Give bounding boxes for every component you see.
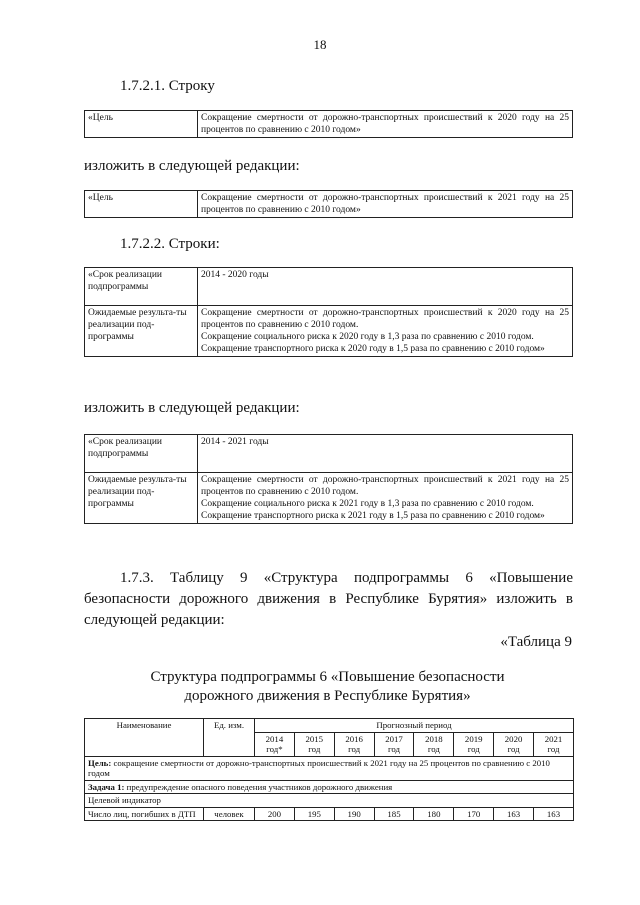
value-cell: 163 xyxy=(534,807,574,821)
table-row xyxy=(85,794,574,808)
page-number: 18 xyxy=(313,37,327,52)
year-header: 2014 год* xyxy=(255,732,295,756)
table-row xyxy=(85,191,573,218)
value-cell: 190 xyxy=(334,807,374,821)
table-row xyxy=(85,756,574,780)
year-header: 2020 год xyxy=(494,732,534,756)
value-cell: 195 xyxy=(294,807,334,821)
indicator-row: Целевой индикатор xyxy=(85,794,574,808)
table-title-line: дорожного движения в Республике Бурятия» xyxy=(184,688,471,704)
value-cell: 200 xyxy=(255,807,295,821)
goal-text: сокращение смертности от дорожно-транспортных происшествий к 2021 году на 25 процентов по сравнению с 2010 годом xyxy=(88,757,550,778)
value-cell: 180 xyxy=(414,807,454,821)
structure-table xyxy=(84,718,574,821)
year-header: 2019 год xyxy=(454,732,494,756)
new-goal-table xyxy=(84,190,573,218)
row-label: «Цель xyxy=(85,191,198,218)
result-line: Сокращение социального риска к 2021 году в 1,3 раза по сравнению с 2010 годом. xyxy=(201,499,534,509)
row-label: «Срок реализации подпрограммы xyxy=(85,268,198,306)
result-line: Сокращение смертности от дорожно-транспортных происшествий к 2020 году на 25 процентов по сравнению с 2010 годом. xyxy=(201,308,569,330)
section-heading-1-7-2-2: 1.7.2.2. Строки: xyxy=(120,236,220,252)
result-line: Сокращение транспортного риска к 2021 году в 1,5 раза по сравнению с 2010 годом» xyxy=(201,511,545,521)
table-header-row xyxy=(85,719,574,733)
year-header: 2018 год xyxy=(414,732,454,756)
row-label: Ожидаемые результа-ты реализации под-программы xyxy=(85,306,198,357)
task-row xyxy=(85,780,574,794)
table-row xyxy=(85,807,574,821)
task-text: предупреждение опасного поведения участников дорожного движения xyxy=(124,781,393,792)
row-text: 2014 - 2020 годы xyxy=(198,268,573,306)
row-text: 2014 - 2021 годы xyxy=(198,435,573,473)
new-terms-table xyxy=(84,434,573,524)
edit-phrase: изложить в следующей редакции: xyxy=(84,400,300,416)
row-label: Ожидаемые результа-ты реализации под-программы xyxy=(85,473,198,524)
table-row xyxy=(85,780,574,794)
value-cell: 163 xyxy=(494,807,534,821)
table-row xyxy=(85,111,573,138)
table-row xyxy=(85,306,573,357)
goal-label: Цель: xyxy=(88,757,112,768)
year-header: 2017 год xyxy=(374,732,414,756)
old-terms-table xyxy=(84,267,573,357)
result-line: Сокращение смертности от дорожно-транспортных происшествий к 2021 году на 25 процентов по сравнению с 2010 годом. xyxy=(201,475,569,497)
edit-phrase: изложить в следующей редакции: xyxy=(84,158,300,174)
section-heading-1-7-2-1: 1.7.2.1. Строку xyxy=(120,78,215,94)
row-text xyxy=(198,473,573,524)
indicator-name: Число лиц, погибших в ДТП xyxy=(85,807,204,821)
row-label: «Цель xyxy=(85,111,198,138)
year-header: 2021 год xyxy=(534,732,574,756)
row-text: Сокращение смертности от дорожно-транспортных происшествий к 2020 году на 25 процентов по сравнению с 2010 годом» xyxy=(198,111,573,138)
result-line: Сокращение транспортного риска к 2020 году в 1,5 раза по сравнению с 2010 годом» xyxy=(201,344,545,354)
col-name-header: Наименование xyxy=(85,719,204,757)
col-unit-header: Ед. изм. xyxy=(204,719,255,757)
table-title xyxy=(0,668,640,706)
table-row xyxy=(85,268,573,306)
value-cell: 185 xyxy=(374,807,414,821)
year-header: 2016 год xyxy=(334,732,374,756)
indicator-unit: человек xyxy=(204,807,255,821)
paragraph-1-7-3: 1.7.3. Таблицу 9 «Структура подпрограммы 6 «Повышение безопасности дорожного движения в Республике Бурятия» изложить в следующей редакции: xyxy=(84,570,573,628)
row-label: «Срок реализации подпрограммы xyxy=(85,435,198,473)
table-reference: «Таблица 9 xyxy=(500,634,572,650)
result-line: Сокращение социального риска к 2020 году в 1,3 раза по сравнению с 2010 годом. xyxy=(201,332,534,342)
goal-row xyxy=(85,756,574,780)
row-text xyxy=(198,306,573,357)
row-text: Сокращение смертности от дорожно-транспортных происшествий к 2021 году на 25 процентов по сравнению с 2010 годом» xyxy=(198,191,573,218)
old-goal-table xyxy=(84,110,573,138)
task-label: Задача 1: xyxy=(88,781,125,792)
table-row xyxy=(85,435,573,473)
col-forecast-header: Прогнозный период xyxy=(255,719,574,733)
table-title-line: Структура подпрограммы 6 «Повышение безопасности xyxy=(150,669,505,685)
table-row xyxy=(85,473,573,524)
value-cell: 170 xyxy=(454,807,494,821)
year-header: 2015 год xyxy=(294,732,334,756)
